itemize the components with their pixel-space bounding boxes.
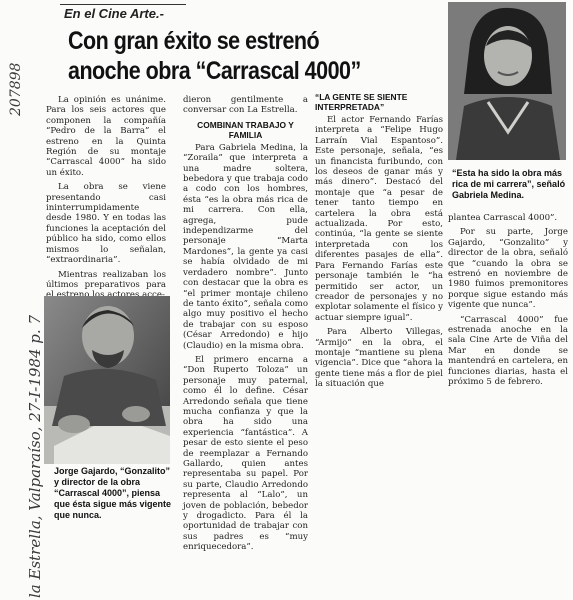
paragraph: Para Gabriela Medina, la “Zoraila” que interpreta a una madre soltera, bebedora y que trabaja codo a codo con los hombres, ésta “es la obra más rica de mi carrera. Con ella, agrega, pude independizarme del personaje “Marta Mardones”, la gente ya casi se había olvidado de mi verdadero nombre”. Junto con destacar que la obra es “el primer montaje chileno de tanto éxito”, señala como algo muy positivo el hecho de trabajar con su esposo (César Arredondo) e hijo (Claudio) en la misma obra. xyxy=(183,142,308,351)
paragraph: dieron gentilmente a conversar con La Estrella. xyxy=(183,95,308,116)
paragraph: El primero encarna a “Don Ruperto Toloza” un personaje muy paternal, como él lo define. César Arredondo señala que tiene mucha confianza y que la obra ha sido una experiencia “fantástica”. A pesar de esto siente el peso de reemplazar a Fernando Gallardo, quien antes representaba su papel. Por su parte, Claudio Arredondo representa al “Lalo”, un joven de población, bebedor y drogadicto. Para él la oportunidad de trabajar con sus padres es “muy enriquecedora”. xyxy=(183,354,308,553)
photo-caption-jorge-gajardo: Jorge Gajardo, “Gonzalito” y director de la obra “Carrascal 4000”, piensa que ésta sigue más vigente que nunca. xyxy=(54,466,172,520)
subheading-la-gente: “LA GENTE SE SIENTE INTERPRETADA” xyxy=(315,92,408,112)
paragraph: “Carrascal 4000” fue estrenada anoche en la sala Cine Arte de Viña del Mar en donde se mantendrá en cartelera, en funciones diarias, hasta el próximo 5 de febrero. xyxy=(448,314,568,388)
article-column-1 xyxy=(46,95,166,301)
article-column-4 xyxy=(448,213,568,388)
headline xyxy=(68,26,378,86)
paragraph: Por su parte, Jorge Gajardo, “Gonzalito” y director de la obra, señaló que “cuando la obra se estrenó en noviembre de 1980 fuimos premonitores porque sigue estando más vigente que nunca”. xyxy=(448,227,568,311)
article-column-2 xyxy=(183,95,308,553)
handwritten-source-note: la Estrella, Valparaíso, 27-I-1984 p. 7 xyxy=(26,315,44,598)
paragraph: Para Alberto Villegas, “Armijo” en la obra, el montaje “mantiene su plena vigencia”. Dice que “ahora la gente tiene más a flor de piel la situación que xyxy=(315,327,443,390)
photo-jorge-gajardo-image xyxy=(44,296,170,464)
article-column-3 xyxy=(315,88,443,390)
photo-caption-gabriela-medina: “Esta ha sido la obra más rica de mi carrera”, señaló Gabriela Medina. xyxy=(452,168,566,200)
photo-gabriela-medina-image xyxy=(448,2,566,160)
paragraph: La obra se viene presentando casi ininterrumpidamente desde 1980. Y en todas las funciones la aceptación del público ha sido, como ellos mismos lo señalan, “extraordinaria”. xyxy=(46,182,166,266)
photo-jorge-gajardo xyxy=(44,296,170,464)
headline-line-1: Con gran éxito se estrenó xyxy=(68,27,320,55)
subheading-combinan-trabajo: COMBINAN TRABAJO Y FAMILIA xyxy=(197,119,294,140)
section-label: En el Cine Arte.- xyxy=(64,6,164,21)
paragraph: La opinión es unánime. Para los seis actores que componen la compañía “Pedro de la Barra” el estreno en la Quinta Región de su montaje “Carrascal 4000” ha sido un éxito. xyxy=(46,95,166,178)
paragraph: plantea Carrascal 4000”. xyxy=(448,213,558,223)
photo-gabriela-medina xyxy=(448,2,566,160)
paragraph: El actor Fernando Farías interpreta a “Felipe Hugo Larraín Vial Espantoso”. Este personaje, señala, “es un financista furibundo, con los deseos de ganar más y más dinero”. Destacó del montaje que “a pesar de tener tanto tiempo en cartelera la obra está actualizada. Por esto, continúa, “la gente se siente interpretada con los diferentes pasajes de ella”. Para Fernando Farías este personaje también le “ha permitido ser actor, un creador de personajes y no explotar solamente el físico y actuar siempre igual”. xyxy=(315,115,443,323)
section-rule xyxy=(60,4,186,5)
handwritten-code: 207898 xyxy=(8,62,24,116)
headline-line-2: anoche obra “Carrascal 4000” xyxy=(68,57,361,85)
paragraph: Mientras realizaban los últimos preparativos para xyxy=(46,269,166,290)
